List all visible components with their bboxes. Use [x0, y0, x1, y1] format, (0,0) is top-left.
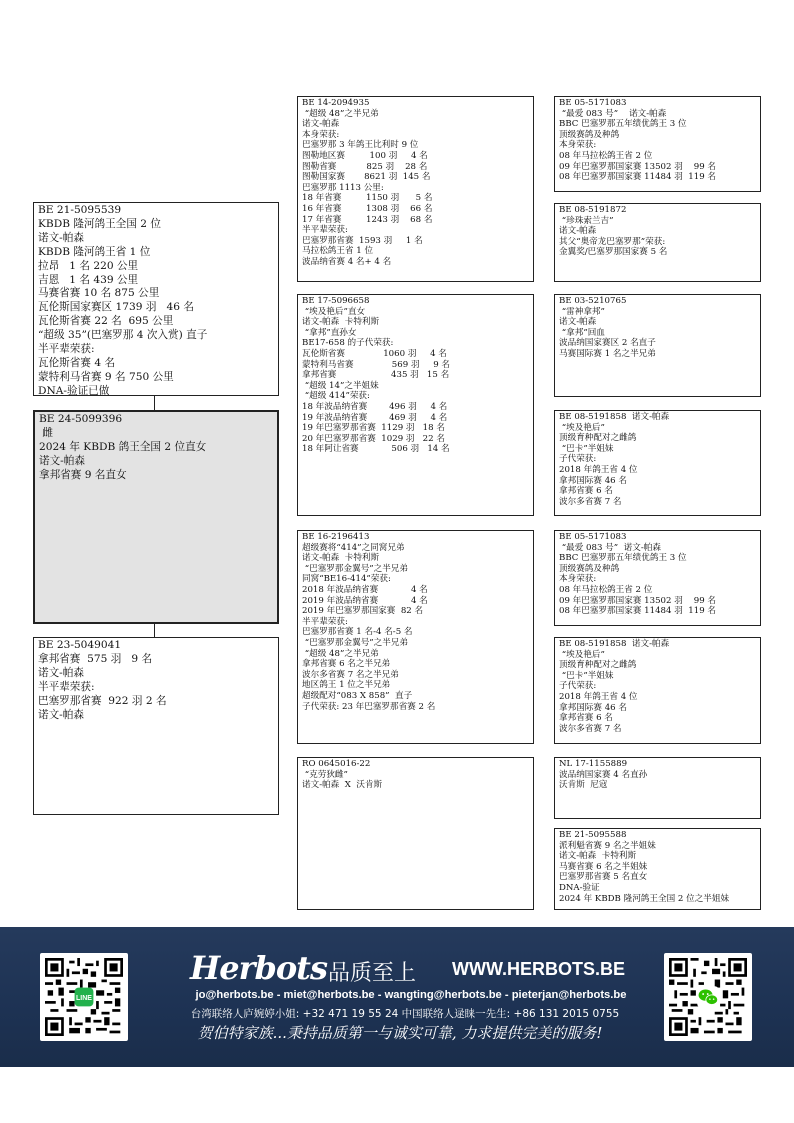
pedigree-line: “雷神拿邦”: [559, 306, 605, 317]
pedigree-line: 拿邦省赛 6 名之半兄弟: [302, 659, 391, 670]
pedigree-line: 19 年波品纳省赛 469 羽 4 名: [302, 412, 448, 423]
pedigree-line: 瓦伦斯国家赛区 1739 羽 46 名: [38, 301, 194, 314]
pedigree-line: 诺文-帕森 卡特利斯: [302, 553, 380, 564]
pedigree-line: 08 年马拉松鸽王省 2 位: [559, 584, 653, 595]
pedigree-line: 巴塞罗那省赛 1 名-4 名-5 名: [302, 627, 413, 638]
pedigree-line: 2024 年 KBDB 隆河鸽王全国 2 位之半姐妹: [559, 893, 730, 904]
pedigree-line: “巴卡”半姐妹: [559, 443, 614, 454]
pedigree-line: “拿邦”直孙女: [302, 327, 357, 338]
pedigree-line: 波尔多省赛 7 名之半兄弟: [302, 669, 399, 680]
pedigree-line: 地区鸽王 1 位之半兄弟: [302, 680, 391, 691]
pedigree-line: 波尔多省赛 7 名: [559, 723, 622, 734]
pedigree-line: BE 08-5191858 诺文-帕森: [559, 412, 670, 422]
pedigree-box-sire-sire-dam: [554, 203, 761, 282]
pedigree-line: 顶级赛鸽及种鸽: [559, 563, 620, 574]
pedigree-line: BE 05-5171083: [559, 98, 627, 108]
pedigree-line: 巴塞罗那省赛 5 名直女: [559, 872, 648, 883]
pedigree-line: 巴塞罗那省赛 1593 羽 1 名: [302, 235, 423, 246]
pedigree-line: 18 年阿让省赛 506 羽 14 名: [302, 444, 450, 455]
pedigree-line: “珍珠索兰吉”: [559, 215, 614, 226]
pedigree-line: 诺文-帕森 卡特利斯: [302, 317, 380, 328]
pedigree-line: 拉昂 1 名 220 公里: [38, 259, 139, 272]
pedigree-line: BE 21-5095539: [38, 204, 122, 216]
pedigree-line: 2018 年鸽王省 4 位: [559, 464, 638, 475]
qr-code-icon: [669, 958, 747, 1036]
pedigree-line: 巴塞罗那 1113 公里:: [302, 182, 384, 193]
svg-text:LINE: LINE: [76, 994, 92, 1002]
pedigree-line: 2019 年巴塞罗那国家赛 82 名: [302, 606, 424, 617]
qr-code-right: [664, 953, 752, 1041]
pedigree-line: 蒙特利马省赛 9 名 750 公里: [38, 370, 174, 383]
pedigree-line: 超级配对“083 X 858” 直子: [302, 690, 413, 701]
pedigree-line: 子代荣获:: [559, 454, 597, 465]
pedigree-line: 拿邦国际赛 46 名: [559, 702, 627, 713]
pedigree-line: 超级赛将“414”之同窝兄弟: [302, 542, 405, 553]
pedigree-line: 拿邦省赛 9 名直女: [39, 468, 127, 481]
pedigree-line: 诺文-帕森: [38, 708, 84, 721]
pedigree-line: BE 08-5191872: [559, 205, 627, 215]
pedigree-line: 18 年波品纳省赛 496 羽 4 名: [302, 401, 448, 412]
connector-line: [154, 624, 155, 637]
pedigree-box-dam-dam: [297, 757, 534, 910]
pedigree-line: 图勒地区赛 100 羽 4 名: [302, 150, 428, 161]
pedigree-line: 其父“奥帝龙巴塞罗那”荣获:: [559, 236, 666, 247]
email-addresses[interactable]: jo@herbots.be - miet@herbots.be - wangting@herbots.be - pieterjan@herbots.be: [195, 989, 627, 1001]
pedigree-line: “埃及艳后”直女: [302, 306, 366, 317]
pedigree-line: 2018 年波品纳省赛 4 名: [302, 584, 428, 595]
pedigree-line: BE 05-5171083: [559, 532, 627, 542]
pedigree-line: DNA-验证已做: [38, 384, 110, 396]
pedigree-line: 08 年巴塞罗那国家赛 11484 羽 119 名: [559, 172, 717, 183]
pedigree-line: BE17-658 的子代荣获:: [302, 338, 394, 349]
pedigree-box-main-pigeon: [33, 410, 279, 624]
pedigree-line: 本身荣获:: [559, 140, 597, 151]
pedigree-line: 本身荣获:: [559, 574, 597, 585]
pedigree-line: “最爱 083 号” 诺文-帕森: [559, 542, 661, 553]
pedigree-line: 诺文-帕森: [559, 226, 597, 237]
pedigree-line: 半平辈荣获:: [302, 225, 348, 236]
pedigree-line: 瓦伦斯省赛 22 名 695 公里: [38, 315, 174, 328]
pedigree-line: 08 年巴塞罗那国家赛 11484 羽 119 名: [559, 606, 717, 617]
pedigree-box-sire-dam-dam: [554, 410, 761, 516]
pedigree-line: 19 年巴塞罗那省赛 1129 羽 18 名: [302, 423, 445, 434]
pedigree-box-dam-sire: [297, 530, 534, 744]
pedigree-line: 沃肯斯 尼寇: [559, 780, 608, 791]
pedigree-line: “最爱 083 号” 诺文-帕森: [559, 108, 667, 119]
pedigree-line: 半平辈荣获:: [302, 616, 348, 627]
pedigree-line: 巴塞罗那 3 年鸽王比利时 9 位: [302, 140, 419, 151]
website-link[interactable]: WWW.HERBOTS.BE: [452, 959, 625, 979]
pedigree-line: 瓦伦斯省赛 4 名: [38, 356, 116, 369]
pedigree-line: 子代荣获: 23 年巴塞罗那省赛 2 名: [302, 701, 436, 712]
pedigree-line: 顶级育种配对之雌鸽: [559, 433, 637, 444]
pedigree-line: BE 21-5095588: [559, 830, 627, 840]
qr-code-left: [40, 953, 128, 1041]
pedigree-line: BE 14-2094935: [302, 98, 370, 108]
pedigree-line: BE 16-2196413: [302, 532, 370, 542]
pedigree-line: 08 年马拉松鸽王省 2 位: [559, 150, 653, 161]
pedigree-line: 顶级赛鸽及种鸽: [559, 129, 620, 140]
pedigree-line: BE 17-5096658: [302, 296, 370, 306]
pedigree-line: 顶级育种配对之雌鸽: [559, 660, 637, 671]
pedigree-line: 巴塞罗那省赛 922 羽 2 名: [38, 694, 167, 707]
pedigree-box-sire-sire: [297, 96, 534, 282]
pedigree-line: 半平辈荣获:: [38, 680, 95, 693]
pedigree-line: KBDB 隆河鸽王全国 2 位: [38, 217, 161, 230]
pedigree-line: “超级 14”之半姐妹: [302, 380, 379, 391]
pedigree-line: 图勒国家赛 8621 羽 145 名: [302, 172, 431, 183]
pedigree-line: “超级 48”之半兄弟: [302, 648, 379, 659]
pedigree-line: 诺文-帕森 X 沃肯斯: [302, 780, 383, 791]
pedigree-line: 09 年巴塞罗那国家赛 13502 羽 99 名: [559, 595, 717, 606]
pedigree-box-dam: [33, 637, 279, 815]
pedigree-line: 波品纳省赛 4 名+ 4 名: [302, 256, 392, 267]
pedigree-line: KBDB 隆河鸽王省 1 位: [38, 245, 151, 258]
pedigree-line: “超级 48”之半兄弟: [302, 108, 379, 119]
pedigree-line: “埃及艳后”: [559, 649, 605, 660]
pedigree-line: 同窝“BE16-414”荣获:: [302, 574, 391, 585]
pedigree-line: “拿邦”回血: [559, 327, 605, 338]
pedigree-line: “超级 414”荣获:: [302, 391, 370, 402]
pedigree-line: BE 23-5049041: [38, 639, 122, 651]
pedigree-line: 波品纳国家赛 4 名直孙: [559, 769, 648, 780]
pedigree-line: 雌: [39, 426, 53, 439]
pedigree-line: BBC 巴塞罗那五年绩优鸽王 3 位: [559, 119, 687, 130]
pedigree-box-dam-dam-sire: [554, 757, 761, 819]
brand-logo: Herbots: [190, 949, 327, 987]
pedigree-line: 拿邦省赛 575 羽 9 名: [38, 652, 153, 665]
company-tagline: 贺伯特家族...秉持品质第一与诚实可靠, 力求提供完美的服务!: [197, 1024, 603, 1042]
pedigree-box-sire-sire-sire: [554, 96, 761, 192]
pedigree-line: 诺文-帕森 卡特利斯: [559, 851, 637, 862]
pedigree-line: “克劳狄雌”: [302, 769, 348, 780]
pedigree-line: 诺文-帕森: [302, 119, 340, 130]
pedigree-line: 图勒省赛 825 羽 28 名: [302, 161, 428, 172]
pedigree-line: 拿邦省赛 6 名: [559, 486, 613, 497]
pedigree-line: BE 08-5191858 诺文-帕森: [559, 639, 670, 649]
brand-slogan: 品质至上: [328, 961, 417, 986]
pedigree-box-dam-sire-dam: [554, 637, 761, 744]
pedigree-line: 本身荣获:: [302, 129, 340, 140]
pedigree-line: 拿邦省赛 435 羽 15 名: [302, 370, 450, 381]
pedigree-line: 2024 年 KBDB 鸽王全国 2 位直女: [39, 440, 207, 453]
pedigree-line: 半平辈荣获:: [38, 343, 95, 356]
pedigree-line: “巴塞罗那金翼号”之半兄弟: [302, 637, 409, 648]
pedigree-line: 诺文-帕森: [559, 317, 597, 328]
pedigree-line: 马拉松鸽王省 1 位: [302, 246, 374, 257]
pedigree-line: 18 年省赛 1150 羽 5 名: [302, 193, 433, 204]
pedigree-line: RO 0645016-22: [302, 759, 371, 769]
pedigree-box-sire: [33, 202, 279, 396]
pedigree-line: “超级 35”(巴塞罗那 4 次入赏) 直子: [38, 329, 208, 342]
pedigree-line: 09 年巴塞罗那国家赛 13502 羽 99 名: [559, 161, 717, 172]
pedigree-line: BE 03-5210765: [559, 296, 627, 306]
pedigree-line: “巴塞罗那金翼号”之半兄弟: [302, 563, 409, 574]
pedigree-line: 派利魁省赛 9 名之半姐妹: [559, 840, 656, 851]
pedigree-line: 诺文-帕森: [38, 666, 84, 679]
pedigree-line: 马赛省赛 6 名之半姐妹: [559, 861, 648, 872]
pedigree-box-dam-dam-dam: [554, 828, 761, 910]
connector-line: [154, 396, 155, 410]
pedigree-line: 吉恩 1 名 439 公里: [38, 273, 139, 286]
pedigree-line: 子代荣获:: [559, 681, 597, 692]
pedigree-line: DNA-验证: [559, 882, 600, 893]
pedigree-line: NL 17-1155889: [559, 759, 628, 769]
pedigree-line: 20 年巴塞罗那省赛 1029 羽 22 名: [302, 433, 445, 444]
pedigree-line: 诺文-帕森: [38, 231, 84, 244]
pedigree-box-sire-dam: [297, 294, 534, 516]
pedigree-line: 2018 年鸽王省 4 位: [559, 691, 638, 702]
contact-numbers: 台湾联络人庐婉婷小姐: +32 471 19 55 24 中国联络人逯睐一先生: +86 131 2015 0755: [190, 1008, 620, 1020]
pedigree-line: 17 年省赛 1243 羽 68 名: [302, 214, 433, 225]
pedigree-line: “埃及艳后”: [559, 422, 605, 433]
qr-code-icon: [45, 958, 123, 1036]
pedigree-line: 2019 年波品纳省赛 4 名: [302, 595, 428, 606]
pedigree-line: 蒙特利马省赛 569 羽 9 名: [302, 359, 450, 370]
pedigree-line: 马赛国际赛 1 名之半兄弟: [559, 348, 656, 359]
pedigree-line: 波尔多省赛 7 名: [559, 496, 622, 507]
brand-row: [190, 949, 625, 989]
pedigree-line: 诺文-帕森: [39, 454, 85, 467]
pedigree-line: 拿邦省赛 6 名: [559, 713, 613, 724]
pedigree-line: BE 24-5099396: [39, 413, 123, 425]
pedigree-box-sire-dam-sire: [554, 294, 761, 397]
pedigree-line: 金翼奖/巴塞罗那国家赛 5 名: [559, 247, 668, 258]
footer-banner: [0, 927, 794, 1067]
pedigree-line: “巴卡”半姐妹: [559, 670, 614, 681]
pedigree-line: 拿邦国际赛 46 名: [559, 475, 627, 486]
pedigree-line: 马赛省赛 10 名 875 公里: [38, 287, 160, 300]
pedigree-line: 瓦伦斯省赛 1060 羽 4 名: [302, 348, 447, 359]
pedigree-box-dam-sire-sire: [554, 530, 761, 626]
pedigree-line: 波品纳国家赛区 2 名直子: [559, 338, 656, 349]
pedigree-line: 16 年省赛 1308 羽 66 名: [302, 203, 433, 214]
pedigree-line: BBC 巴塞罗那五年绩优鸽王 3 位: [559, 553, 687, 564]
